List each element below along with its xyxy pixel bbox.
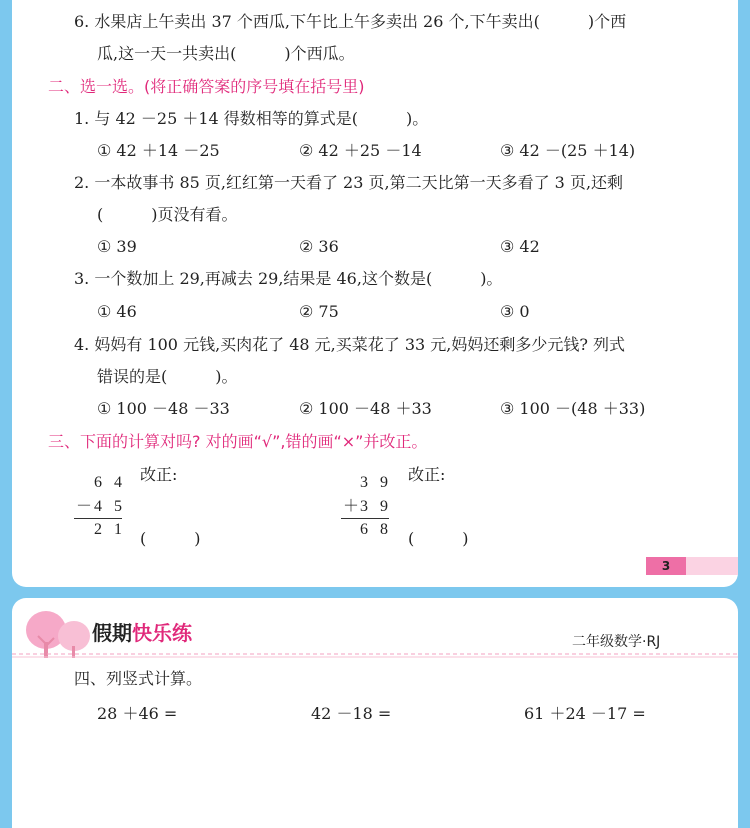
s2-q3-option-2: ② 75 bbox=[299, 302, 339, 321]
calc1-top: 6 4 bbox=[94, 474, 126, 491]
grass-divider bbox=[12, 650, 738, 658]
brand-part1: 假期 bbox=[92, 621, 132, 645]
s4-exercise-1: 28 ＋46 = bbox=[97, 704, 178, 723]
s4-exercise-2: 42 －18 = bbox=[311, 704, 392, 723]
s2-q4-option-2: ② 100 －48 ＋33 bbox=[299, 399, 432, 418]
calc2-top: 3 9 bbox=[360, 474, 392, 491]
calc2-correction-label: 改正: bbox=[408, 465, 446, 484]
calc2-result: 6 8 bbox=[360, 521, 392, 538]
section3-title: 三、下面的计算对吗? 对的画“√”,错的画“×”并改正。 bbox=[48, 432, 428, 451]
calc1-second: 4 5 bbox=[94, 498, 126, 515]
calc1-correction-label: 改正: bbox=[140, 465, 178, 484]
calc2-second: 3 9 bbox=[360, 498, 392, 515]
calc1-operator: － bbox=[75, 498, 92, 515]
s2-q2-option-3: ③ 42 bbox=[500, 237, 540, 256]
s2-q2-text: 2. 一本故事书 85 页,红红第一天看了 23 页,第二天比第一天多看了 3 页,还剩 bbox=[74, 173, 624, 192]
s2-q2-option-2: ② 36 bbox=[299, 237, 339, 256]
calc2-operator: ＋ bbox=[342, 498, 359, 515]
s2-q3-text: 3. 一个数加上 29,再减去 29,结果是 46,这个数是( )。 bbox=[74, 269, 503, 288]
s2-q3-option-3: ③ 0 bbox=[500, 302, 530, 321]
s2-q4-option-1: ① 100 －48 －33 bbox=[97, 399, 230, 418]
s2-q4-option-3: ③ 100 －(48 ＋33) bbox=[500, 399, 646, 418]
s2-q1-option-2: ② 42 ＋25 －14 bbox=[299, 141, 422, 160]
s2-q1-option-3: ③ 42 －(25 ＋14) bbox=[500, 141, 636, 160]
s2-q2-text2: ( )页没有看。 bbox=[97, 205, 238, 224]
s2-q4-text: 4. 妈妈有 100 元钱,买肉花了 48 元,买菜花了 33 元,妈妈还剩多少元钱? 列式 bbox=[74, 335, 626, 354]
section4-title: 四、列竖式计算。 bbox=[74, 669, 203, 688]
section2-title: 二、选一选。(将正确答案的序号填在括号里) bbox=[48, 77, 365, 96]
calc1-answer-blank[interactable]: ( ) bbox=[140, 529, 201, 548]
s2-q1-option-1: ① 42 ＋14 －25 bbox=[97, 141, 220, 160]
brand-title bbox=[92, 620, 192, 646]
subject-label: 二年级数学·RJ bbox=[572, 634, 661, 650]
q6-line1: 6. 水果店上午卖出 37 个西瓜,下午比上午多卖出 26 个,下午卖出( )个西 bbox=[74, 12, 627, 31]
q6-line2: 瓜,这一天一共卖出( )个西瓜。 bbox=[97, 44, 355, 63]
s2-q1-text: 1. 与 42 －25 ＋14 得数相等的算式是( )。 bbox=[74, 109, 429, 128]
brand-part2: 快乐练 bbox=[132, 621, 192, 645]
calc2-answer-blank[interactable]: ( ) bbox=[408, 529, 469, 548]
s2-q4-text2: 错误的是( )。 bbox=[97, 367, 238, 386]
s2-q2-option-1: ① 39 bbox=[97, 237, 137, 256]
s2-q3-option-1: ① 46 bbox=[97, 302, 137, 321]
calc1-result: 2 1 bbox=[94, 521, 126, 538]
page-number: 3 bbox=[646, 557, 686, 575]
s4-exercise-3: 61 ＋24 －17 = bbox=[524, 704, 646, 723]
